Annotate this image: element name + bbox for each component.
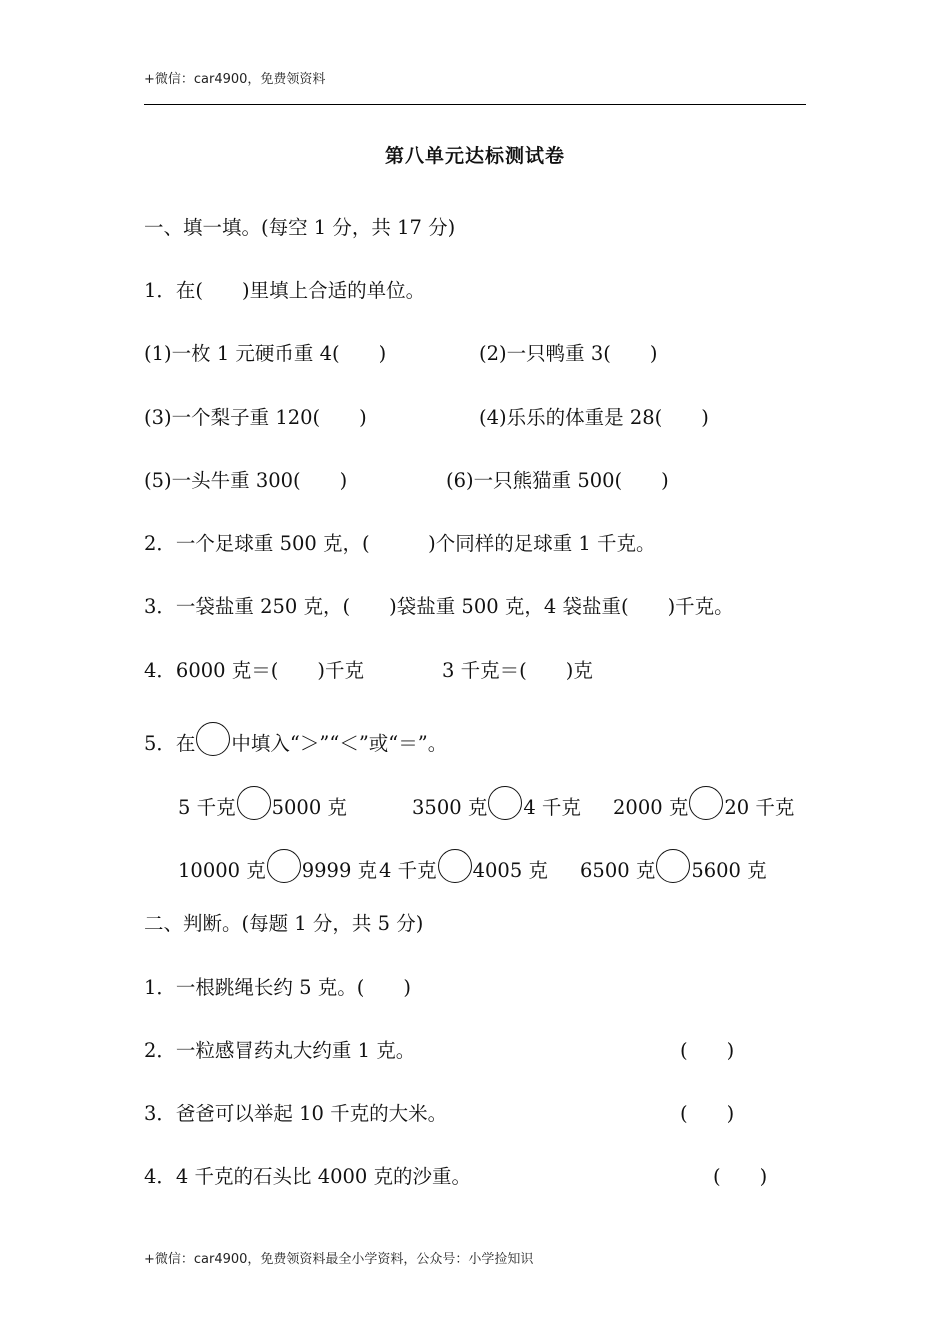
compare-right: 20 千克 <box>724 796 795 819</box>
q1-item-1: (1)一枚 1 元硬币重 4( ) <box>144 342 387 365</box>
q5-compare-3 <box>613 786 794 820</box>
compare-circle-icon[interactable] <box>488 786 522 820</box>
compare-left: 2000 克 <box>613 796 689 819</box>
compare-left: 6500 克 <box>580 859 656 882</box>
judge-item-3: 3．爸爸可以举起 10 千克的大米。 <box>144 1102 448 1125</box>
section1-heading: 一、填一填。(每空 1 分，共 17 分) <box>144 216 456 239</box>
q2-text: 2．一个足球重 500 克，( )个同样的足球重 1 千克。 <box>144 532 656 555</box>
judge-answer-2[interactable]: ( ) <box>680 1039 735 1062</box>
header-divider <box>144 104 806 105</box>
q1-item-6: (6)一只熊猫重 500( ) <box>446 469 669 492</box>
compare-left: 10000 克 <box>178 859 266 882</box>
compare-right: 4 千克 <box>523 796 581 819</box>
q5-stem-suffix: 中填入“＞”“＜”或“＝”。 <box>231 732 448 755</box>
compare-circle-icon <box>196 722 230 756</box>
q4-part-b: 3 千克＝( )克 <box>442 659 593 682</box>
compare-circle-icon[interactable] <box>656 849 690 883</box>
compare-circle-icon[interactable] <box>237 786 271 820</box>
compare-circle-icon[interactable] <box>267 849 301 883</box>
q5-stem-prefix: 5．在 <box>144 732 196 755</box>
q5-compare-1 <box>178 786 347 820</box>
judge-answer-4[interactable]: ( ) <box>713 1165 768 1188</box>
compare-circle-icon[interactable] <box>689 786 723 820</box>
q4-part-a: 4．6000 克＝( )千克 <box>144 659 364 682</box>
q1-item-2: (2)一只鸭重 3( ) <box>479 342 658 365</box>
page-footer-note: +微信：car4900，免费领资料最全小学资料，公众号：小学捡知识 <box>144 1252 534 1267</box>
compare-left: 5 千克 <box>178 796 236 819</box>
q5-compare-6 <box>580 849 767 883</box>
section2-heading: 二、判断。(每题 1 分，共 5 分) <box>144 912 424 935</box>
q5-compare-4 <box>178 849 377 883</box>
compare-circle-icon[interactable] <box>438 849 472 883</box>
compare-left: 3500 克 <box>412 796 488 819</box>
q5-compare-5 <box>379 849 548 883</box>
judge-answer-3[interactable]: ( ) <box>680 1102 735 1125</box>
page-title: 第八单元达标测试卷 <box>384 145 565 167</box>
q5-stem <box>144 722 447 756</box>
q1-item-3: (3)一个梨子重 120( ) <box>144 406 367 429</box>
compare-right: 5000 克 <box>271 796 347 819</box>
compare-right: 9999 克 <box>301 859 378 882</box>
page-header-note: +微信：car4900，免费领资料 <box>144 72 326 87</box>
judge-item-4: 4．4 千克的石头比 4000 克的沙重。 <box>144 1165 472 1188</box>
q1-item-5: (5)一头牛重 300( ) <box>144 469 348 492</box>
judge-item-2: 2．一粒感冒药丸大约重 1 克。 <box>144 1039 416 1062</box>
q1-item-4: (4)乐乐的体重是 28( ) <box>479 406 709 429</box>
q3-text: 3．一袋盐重 250 克，( )袋盐重 500 克，4 袋盐重( )千克。 <box>144 595 734 618</box>
compare-right: 5600 克 <box>691 859 767 882</box>
compare-right: 4005 克 <box>472 859 548 882</box>
compare-left: 4 千克 <box>379 859 437 882</box>
q1-stem: 1．在( )里填上合适的单位。 <box>144 279 426 302</box>
judge-item-1: 1．一根跳绳长约 5 克。( ) <box>144 976 411 999</box>
q5-compare-2 <box>412 786 581 820</box>
